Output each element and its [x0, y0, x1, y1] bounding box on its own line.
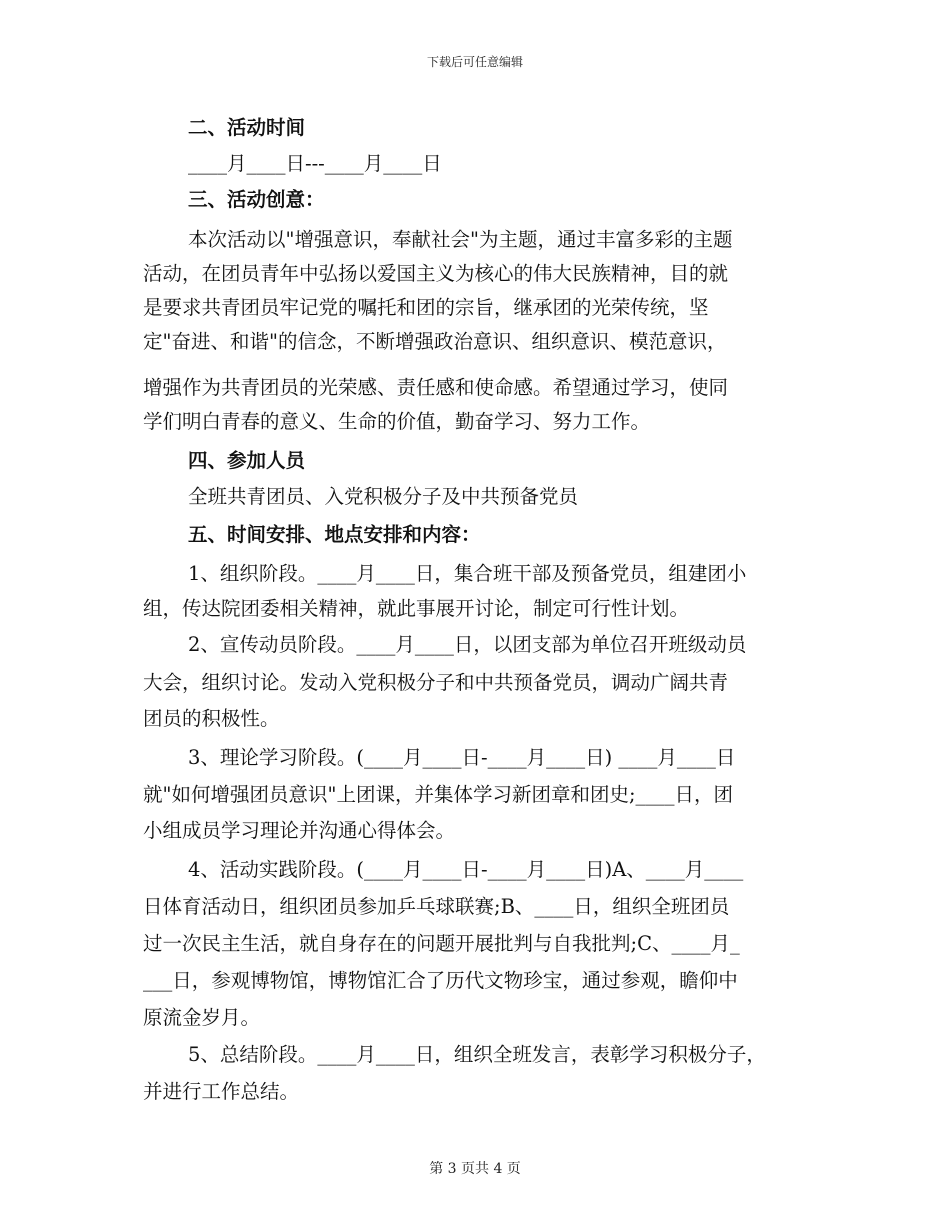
paragraph-line: 4、活动实践阶段。(____月____日-____月____日)A、____月____ [188, 858, 744, 881]
paragraph-line: ___日，参观博物馆，博物馆汇合了历代文物珍宝，通过参观，瞻仰中 [143, 969, 738, 992]
heading-schedule: 五、时间安排、地点安排和内容： [188, 523, 481, 546]
paragraph-line: ____月____日---____月____日 [188, 152, 442, 175]
paragraph-line: 全班共青团员、入党积极分子及中共预备党员 [188, 485, 579, 508]
paragraph-line: 大会，组织讨论。发动入党积极分子和中共预备党员，调动广阔共青 [143, 671, 729, 694]
page-footer: 第 3 页共 4 页 [429, 1161, 521, 1177]
heading-activity-idea: 三、活动创意： [188, 188, 325, 211]
paragraph-line: 5、总结阶段。____月____日，组织全班发言，表彰学习积极分子， [188, 1043, 766, 1066]
paragraph-line: 团员的积极性。 [143, 707, 280, 730]
paragraph-line: 并进行工作总结。 [143, 1080, 300, 1103]
paragraph-line: 就"如何增强团员意识"上团课，并集体学习新团章和团史;____日，团 [143, 783, 734, 806]
paragraph-line: 小组成员学习理论并沟通心得体会。 [143, 819, 456, 842]
paragraph-line: 过一次民主生活，就自身存在的问题开展批判与自我批判;C、____月_ [143, 932, 740, 955]
heading-participants: 四、参加人员 [188, 449, 306, 472]
paragraph-line: 是要求共青团员牢记党的嘱托和团的宗旨，继承团的光荣传统，坚 [143, 296, 709, 319]
paragraph-line: 活动，在团员青年中弘扬以爱国主义为核心的伟大民族精神，目的就 [143, 262, 729, 285]
paragraph-line: 定"奋进、和谐"的信念，不断增强政治意识、组织意识、模范意识， [143, 330, 727, 353]
page-header: 下载后可任意编辑 [426, 55, 523, 69]
paragraph-line: 组，传达院团委相关精神，就此事展开讨论，制定可行性计划。 [143, 597, 690, 620]
paragraph-line: 增强作为共青团员的光荣感、责任感和使命感。希望通过学习，使同 [143, 376, 729, 399]
paragraph-line: 学们明白青春的意义、生命的价值，勤奋学习、努力工作。 [143, 410, 651, 433]
heading-activity-time: 二、活动时间 [188, 116, 306, 139]
paragraph-line: 3、理论学习阶段。(____月____日-____月____日) ____月____日 [188, 746, 736, 769]
paragraph-line: 2、宣传动员阶段。____月____日，以团支部为单位召开班级动员 [188, 633, 747, 656]
paragraph-line: 1、组织阶段。____月____日，集合班干部及预备党员，组建团小 [188, 562, 747, 585]
paragraph-line: 原流金岁月。 [143, 1006, 261, 1029]
paragraph-line: 本次活动以"增强意识，奉献社会"为主题，通过丰富多彩的主题 [188, 228, 733, 251]
paragraph-line: 日体育活动日，组织团员参加乒乓球联赛;B、____日，组织全班团员 [143, 895, 730, 918]
